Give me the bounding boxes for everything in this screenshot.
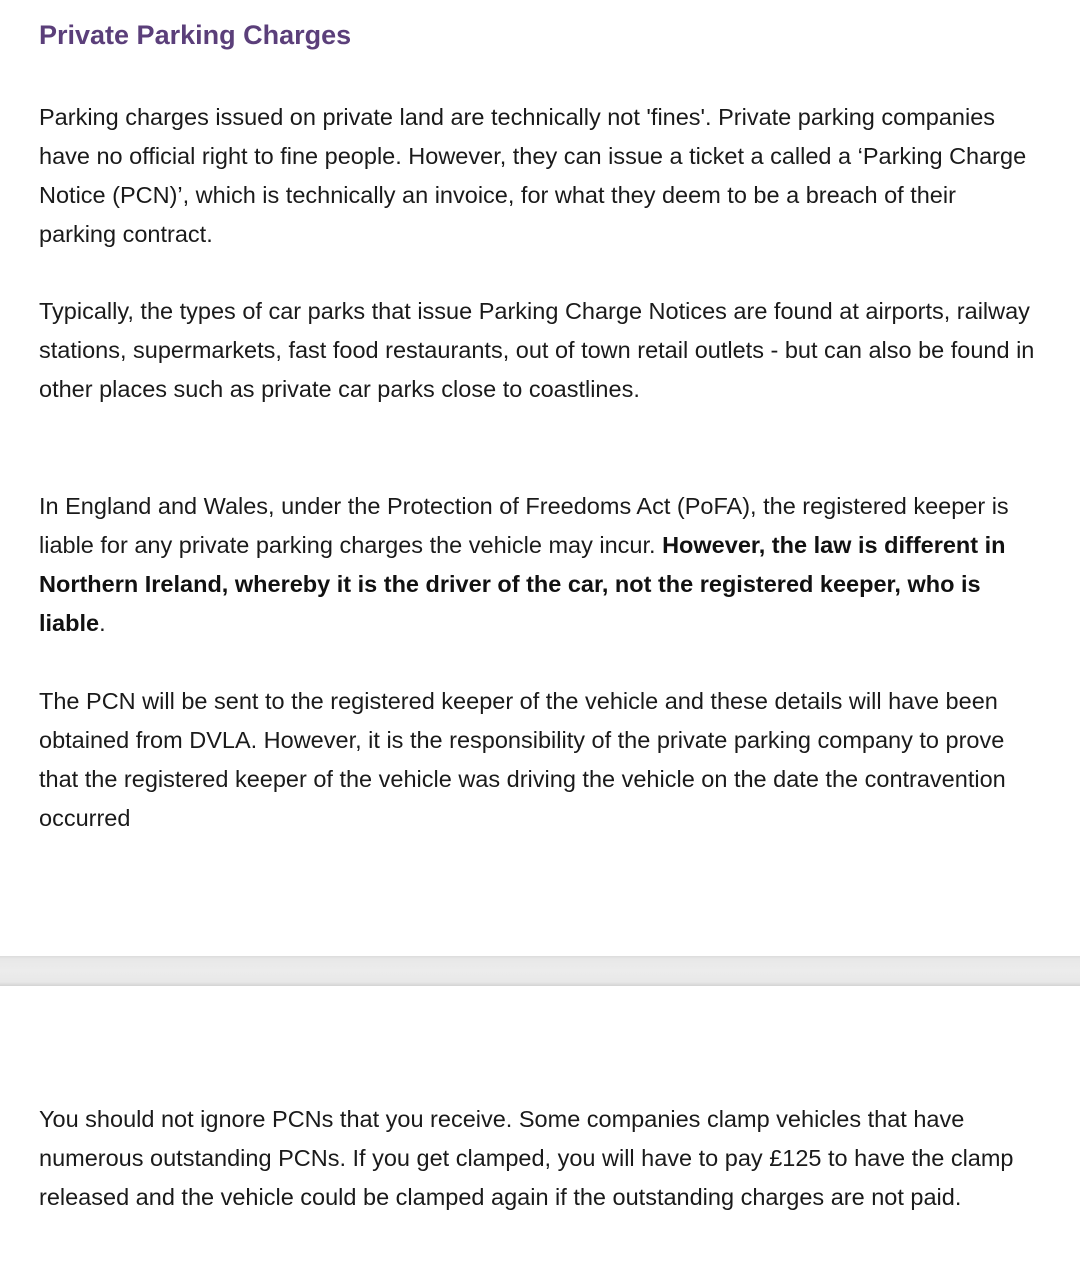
document-title: Private Parking Charges [39,20,352,50]
paragraph-pofa-liability [39,487,1039,643]
northern-ireland-bold-text: However, the law is different in Northern Ireland, whereby it is the driver of the car, not the registered keeper, who is liable [39,532,1006,636]
paragraph-car-park-types: Typically, the types of car parks that issue Parking Charge Notices are found at airports, railway stations, supermarkets, fast food restaurants, out of town retail outlets - but can also be found in other places such as private car parks close to coastlines. [39,298,1035,402]
pofa-end-text: . [99,610,106,636]
pofa-normal-text: In England and Wales, under the Protection of Freedoms Act (PoFA), the registered keeper is liable for any private parking charges the vehicle may incur. [39,493,1009,558]
paragraph-clamping: You should not ignore PCNs that you receive. Some companies clamp vehicles that have numerous outstanding PCNs. If you get clamped, you will have to pay £125 to have the clamp released and the vehicle could be clamped again if the outstanding charges are not paid. [39,1106,1014,1210]
paragraph-private-land: Parking charges issued on private land are technically not 'fines'. Private parking companies have no official right to fine people. However, they can issue a ticket a called a ‘Parking Charge Notice (PCN)’, which is technically an invoice, for what they deem to be a breach of their parking contract. [39,104,1027,247]
page-break-divider [0,956,1080,986]
paragraph-pcn-keeper: The PCN will be sent to the registered keeper of the vehicle and these details will have been obtained from DVLA. However, it is the responsibility of the private parking company to prove that the registered keeper of the vehicle was driving the vehicle on the date the contravention occurred [39,688,1006,831]
